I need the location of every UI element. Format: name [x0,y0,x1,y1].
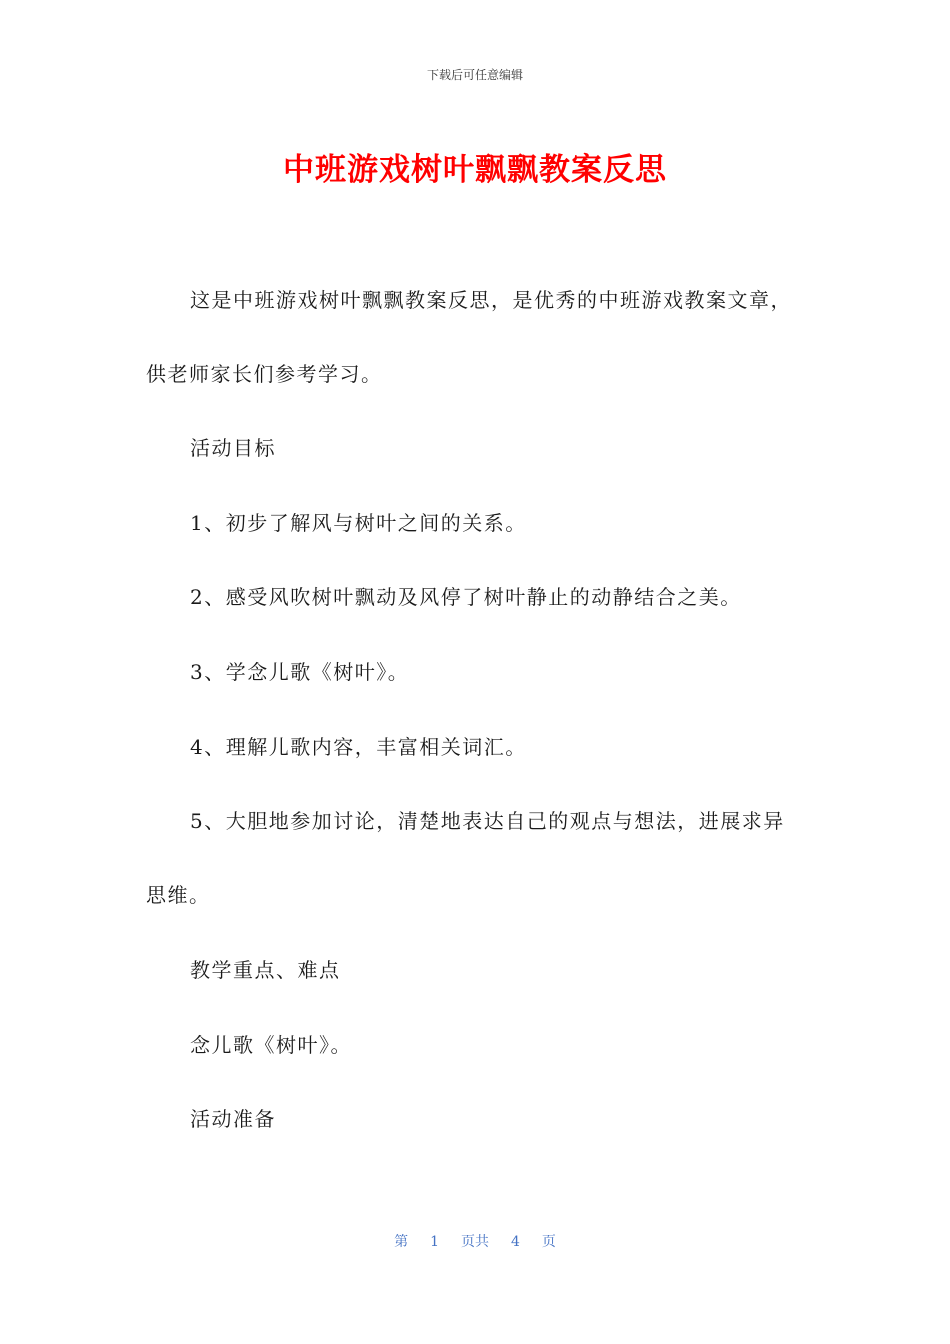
footer-prefix: 第 [394,1234,409,1250]
footer-page-number: 1 [430,1234,439,1250]
paragraph-intro-line-1: 这是中班游戏树叶飘飘教案反思，是优秀的中班游戏教案文章， [190,288,792,312]
footer-suffix: 页 [541,1234,556,1250]
footer-middle: 页共 [461,1234,489,1250]
footer-total-pages: 4 [511,1234,520,1250]
goal-item-2: 2、感受风吹树叶飘动及风停了树叶静止的动静结合之美。 [190,585,742,609]
header-note: 下载后可任意编辑 [426,68,523,82]
document-title: 中班游戏树叶飘飘教案反思 [283,152,667,188]
section-heading-key-points: 教学重点、难点 [190,958,341,982]
section-heading-goals: 活动目标 [190,436,276,460]
goal-item-5-line-2: 思维。 [146,883,211,907]
goal-item-3: 3、学念儿歌《树叶》。 [190,660,410,684]
key-point-text: 念儿歌《树叶》。 [190,1033,352,1057]
paragraph-intro-line-2: 供老师家长们参考学习。 [146,362,383,386]
goal-item-5-line-1: 5、大胆地参加讨论，清楚地表达自己的观点与想法，进展求异 [190,809,785,833]
section-heading-preparation: 活动准备 [190,1107,276,1131]
goal-item-1: 1、初步了解风与树叶之间的关系。 [190,511,527,535]
page-footer [0,1231,950,1251]
goal-item-4: 4、理解儿歌内容，丰富相关词汇。 [190,735,527,759]
